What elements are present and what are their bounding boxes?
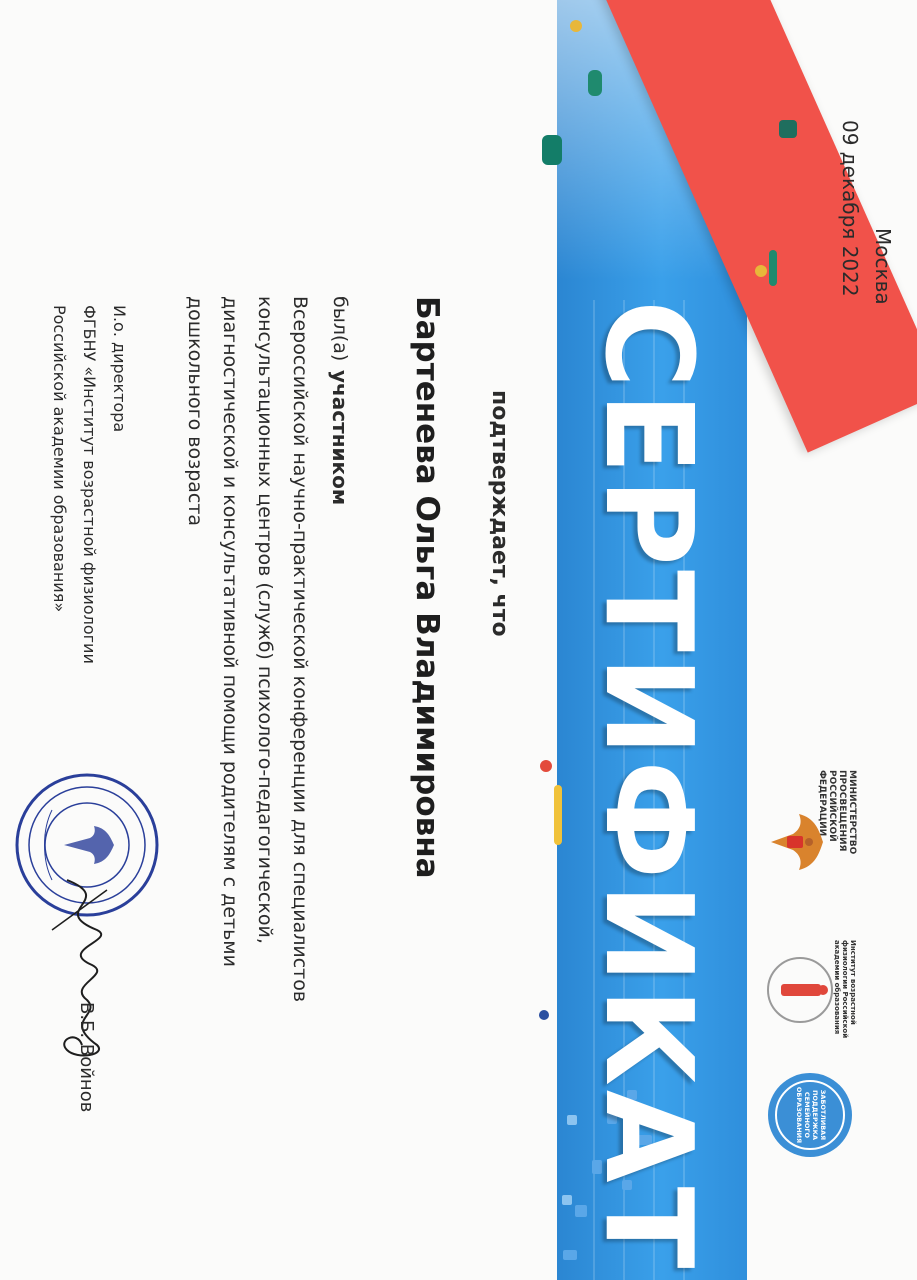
ministry-logo-text: МИНИСТЕРСТВО ПРОСВЕЩЕНИЯ РОССИЙСКОЙ ФЕДЕРАЦИИ bbox=[817, 770, 857, 855]
logos-row bbox=[762, 770, 857, 1190]
ministry-logo bbox=[762, 770, 857, 910]
decor-dot bbox=[540, 760, 552, 772]
event-line: Всероссийской научно-практической конференции для специалистов bbox=[289, 296, 311, 1003]
decor-dot bbox=[755, 265, 767, 277]
confirms-text: подтверждает, что bbox=[487, 390, 512, 637]
project-logo bbox=[762, 1070, 857, 1165]
signer-position-line: ФГБНУ «Институт возрастной физиологии bbox=[80, 305, 99, 664]
decor-dot bbox=[539, 1010, 549, 1020]
date: 09 декабря 2022 bbox=[838, 120, 862, 297]
decor-dot bbox=[570, 20, 582, 32]
decor-pill bbox=[554, 785, 562, 845]
event-line: дошкольного возраста bbox=[184, 296, 206, 527]
institute-emblem-icon bbox=[765, 955, 835, 1025]
decor-square bbox=[567, 1115, 577, 1125]
institute-logo-text: Институт возрастной физиологии Российской академии образования bbox=[833, 940, 857, 1039]
decor-pill bbox=[588, 70, 602, 96]
certificate-title: СЕРТИФИКАТ bbox=[578, 300, 717, 1273]
signer-position-line: И.о. директора bbox=[110, 305, 129, 433]
decor-square bbox=[563, 1250, 577, 1260]
role-text: участником bbox=[328, 370, 352, 506]
signer-position-line: Российской академии образования» bbox=[50, 305, 69, 613]
signer-name: В.Б. Войнов bbox=[76, 1002, 97, 1113]
event-line: консультационных центров (служб) психолого-педагогической, bbox=[254, 296, 276, 944]
recipient-name: Бартенева Ольга Владимировна bbox=[409, 296, 445, 879]
city: Москва bbox=[871, 228, 895, 305]
event-line: диагностической и консультативной помощи родителям с детьми bbox=[219, 296, 241, 967]
eagle-emblem-icon bbox=[765, 810, 829, 874]
decor-pill bbox=[542, 135, 562, 165]
decor-pill bbox=[779, 120, 797, 138]
was-text: был(а) bbox=[329, 296, 351, 362]
decor-square bbox=[562, 1195, 572, 1205]
decor-pill bbox=[769, 250, 777, 286]
project-badge-text: ЗАБОТЛИВАЯ ПОДДЕРЖКА СЕМЕЙНОГО ОБРАЗОВАНИЯ bbox=[795, 1086, 827, 1144]
institute-logo bbox=[762, 940, 857, 1040]
